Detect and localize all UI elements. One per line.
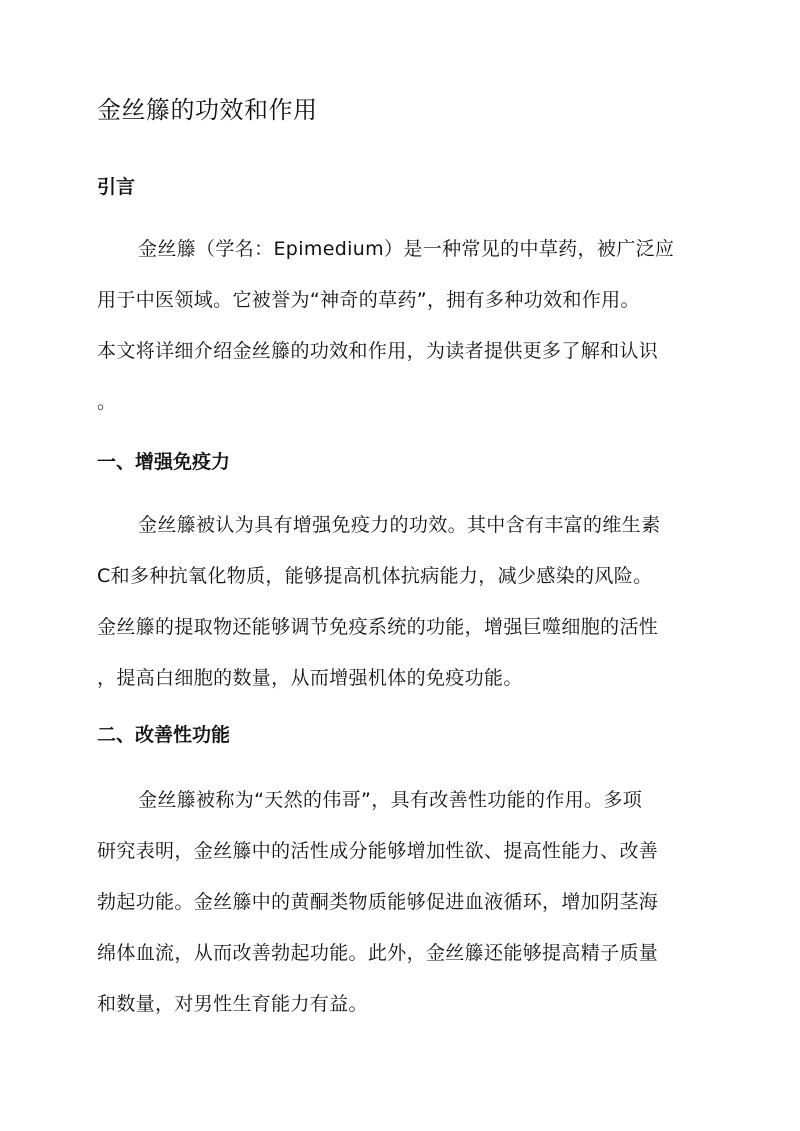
immunity-paragraph [97, 500, 701, 704]
paragraph-line: 勃起功能。金丝籐中的黄酮类物质能够促进血液循环，增加阴茎海 [97, 891, 659, 913]
paragraph-line: 金丝籐的提取物还能够调节免疫系统的功能，增强巨噬细胞的活性 [97, 616, 659, 638]
sexual-function-paragraph [97, 775, 701, 1030]
section-heading-immunity: 一、增强免疫力 [97, 451, 231, 473]
paragraph-line: 金丝籐被认为具有增强免疫力的功效。其中含有丰富的维生素 [138, 514, 661, 536]
paragraph-line: 金丝籐被称为“天然的伟哥”，具有改善性功能的作用。多项 [138, 789, 643, 811]
section-heading-introduction: 引言 [97, 176, 136, 198]
introduction-paragraph [97, 224, 701, 428]
paragraph-line: 研究表明，金丝籐中的活性成分能够增加性欲、提高性能力、改善 [97, 840, 659, 862]
paragraph-line: 绵体血流，从而改善勃起功能。此外，金丝籐还能够提高精子质量 [97, 942, 659, 964]
paragraph-line: 用于中医领域。它被誉为“神奇的草药”，拥有多种功效和作用。 [97, 289, 640, 311]
document-title: 金丝籐的功效和作用 [97, 96, 318, 124]
section-heading-sexual-function: 二、改善性功能 [97, 724, 231, 746]
paragraph-line: 本文将详细介绍金丝籐的功效和作用，为读者提供更多了解和认识 [97, 340, 659, 362]
paragraph-line: ，提高白细胞的数量，从而增强机体的免疫功能。 [97, 667, 523, 689]
paragraph-line: 。 [97, 391, 117, 413]
paragraph-line: 和数量，对男性生育能力有益。 [97, 993, 368, 1015]
paragraph-line: C和多种抗氧化物质，能够提高机体抗病能力，减少感染的风险。 [97, 565, 653, 587]
paragraph-line: 金丝籐（学名：Epimedium）是一种常见的中草药，被广泛应 [138, 238, 675, 260]
